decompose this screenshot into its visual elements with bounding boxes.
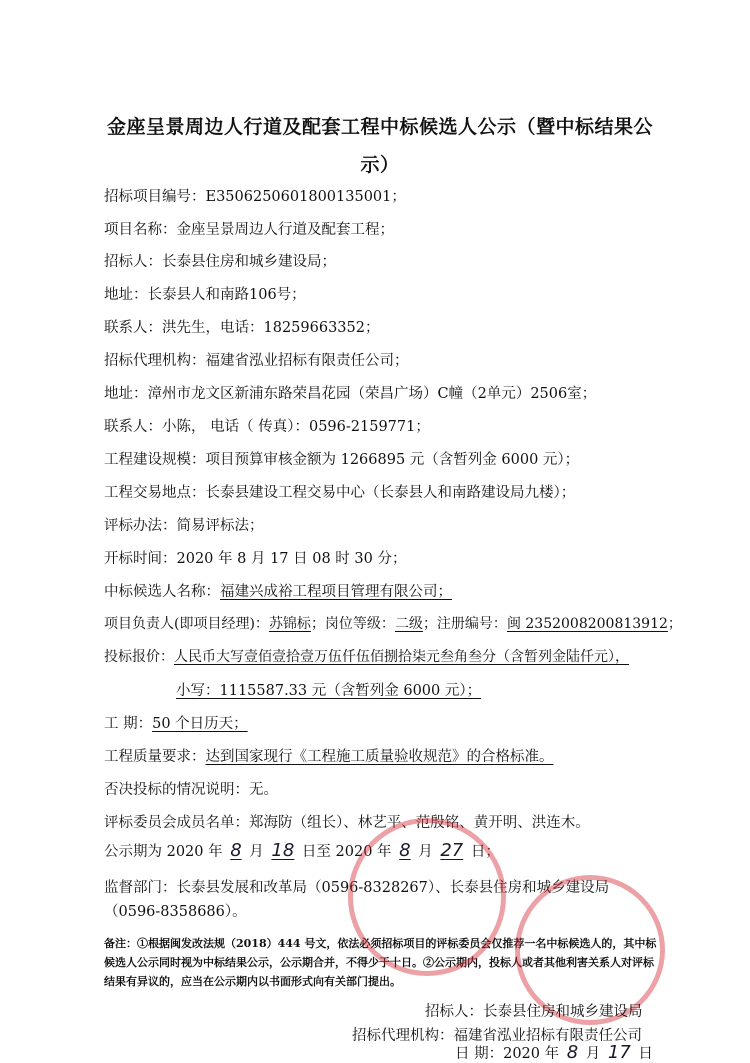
bid-label: 投标报价： [104,649,174,665]
opening-time: 开标时间：2020 年 8 月 17 日 08 时 30 分； [104,551,407,567]
document-title-line1: 金座呈景周边人行道及配套工程中标候选人公示（暨中标结果公 [106,116,653,138]
public-month-end: 8 [399,840,411,861]
manager-grade: 二级 [394,616,423,632]
rejection-note: 否决投标的情况说明：无。 [104,782,278,798]
construction-scale: 工程建设规模：项目预算审核金额为 1266895 元（含暂列金 6000 元）； [104,452,580,468]
manager-reg: 闽 2352008200813912 [506,616,668,632]
signature-date [455,1042,653,1063]
project-name: 项目名称：金座呈景周边人行道及配套工程； [104,222,394,238]
public-text-1: 公示期为 2020 年 [104,844,228,860]
date-text-2: 月 [581,1046,605,1062]
public-month-start: 8 [230,840,242,861]
quality-label: 工程质量要求： [104,749,206,765]
period-value: 50 个日历天； [152,716,248,732]
public-text-5: 日； [466,844,500,860]
supervision-line1: 监督部门：长泰县发展和改革局（0596-8328267）、长泰县住房和城乡建设局 [104,880,610,896]
remark-note: 备注：①根据闽发改法规（2018）444 号文，依法必须招标项目的评标委员会仅推荐一名中标候选人的，其中标候选人公示同时视为中标结果公示，公示期合并，不得少于十日。②公示期内，投标人或者其他利害关系人对评标结果有异议的，应当在公示期内以书面形式向有关部门提出。 [104,937,657,988]
agency-address: 地址：漳州市龙文区新浦东路荣昌花园（荣昌广场）C幢（2单元）2506室； [104,386,597,402]
document-title-line2: 示） [360,154,400,176]
bid-row [104,646,629,666]
bid-lower: 小写：1115587.33 元（含暂列金 6000 元）； [176,683,482,699]
public-text-3: 日至 2020 年 [297,844,397,860]
agency-contact: 联系人：小陈， 电话（ 传真）：0596-2159771； [104,419,430,435]
winner-row [104,580,452,601]
date-month: 8 [566,1042,579,1063]
period-row [104,712,248,733]
signature-agency: 招标代理机构：福建省泓业招标有限责任公司 [352,1028,642,1044]
date-day: 17 [607,1042,631,1063]
evaluation-method: 评标办法：简易评标法； [104,518,264,534]
manager-name: 苏锦标 [268,616,311,632]
tenderer-address: 地址：长泰县人和南路106号； [104,287,306,303]
project-code: 招标项目编号：E3506250601800135001； [104,189,406,205]
period-label: 工 期： [104,716,153,732]
public-text-2: 月 [244,844,269,860]
official-seal-stamp [348,818,506,976]
tenderer: 招标人：长泰县住房和城乡建设局； [104,254,336,270]
quality-value: 达到国家现行《工程施工质量验收规范》的合格标准。 [205,749,554,765]
manager-sep1: ；岗位等级： [310,616,395,632]
quality-row [104,745,554,766]
date-text-3: 日 [633,1046,653,1062]
tenderer-contact: 联系人：洪先生，电话：18259663352； [104,320,380,336]
manager-row [104,613,682,633]
manager-end: ； [667,616,682,632]
manager-label: 项目负责人(即项目经理)： [104,616,269,632]
public-day-end: 27 [440,840,464,861]
public-text-4: 月 [413,844,438,860]
date-text-1: 日 期：2020 年 [455,1046,564,1062]
signature-tenderer: 招标人：长泰县住房和城乡建设局 [425,1004,643,1020]
supervision-line2: （0596-8358686）。 [104,904,247,920]
winner-value: 福建兴成裕工程项目管理有限公司； [220,584,452,600]
winner-label: 中标候选人名称： [104,584,220,600]
public-day-start: 18 [271,840,295,861]
committee-list: 评标委员会成员名单：郑海防（组长）、林艺平、范殷铭、黄开明、洪连木。 [104,815,590,831]
trading-location: 工程交易地点：长泰县建设工程交易中心（长泰县人和南路建设局九楼）； [104,485,576,501]
bid-upper: 人民币大写壹佰壹拾壹万伍仟伍佰捌拾柒元叁角叁分（含暂列金陆仟元）， [174,649,629,665]
agency: 招标代理机构：福建省泓业招标有限责任公司； [104,353,409,369]
manager-sep2: ；注册编号： [422,616,507,632]
